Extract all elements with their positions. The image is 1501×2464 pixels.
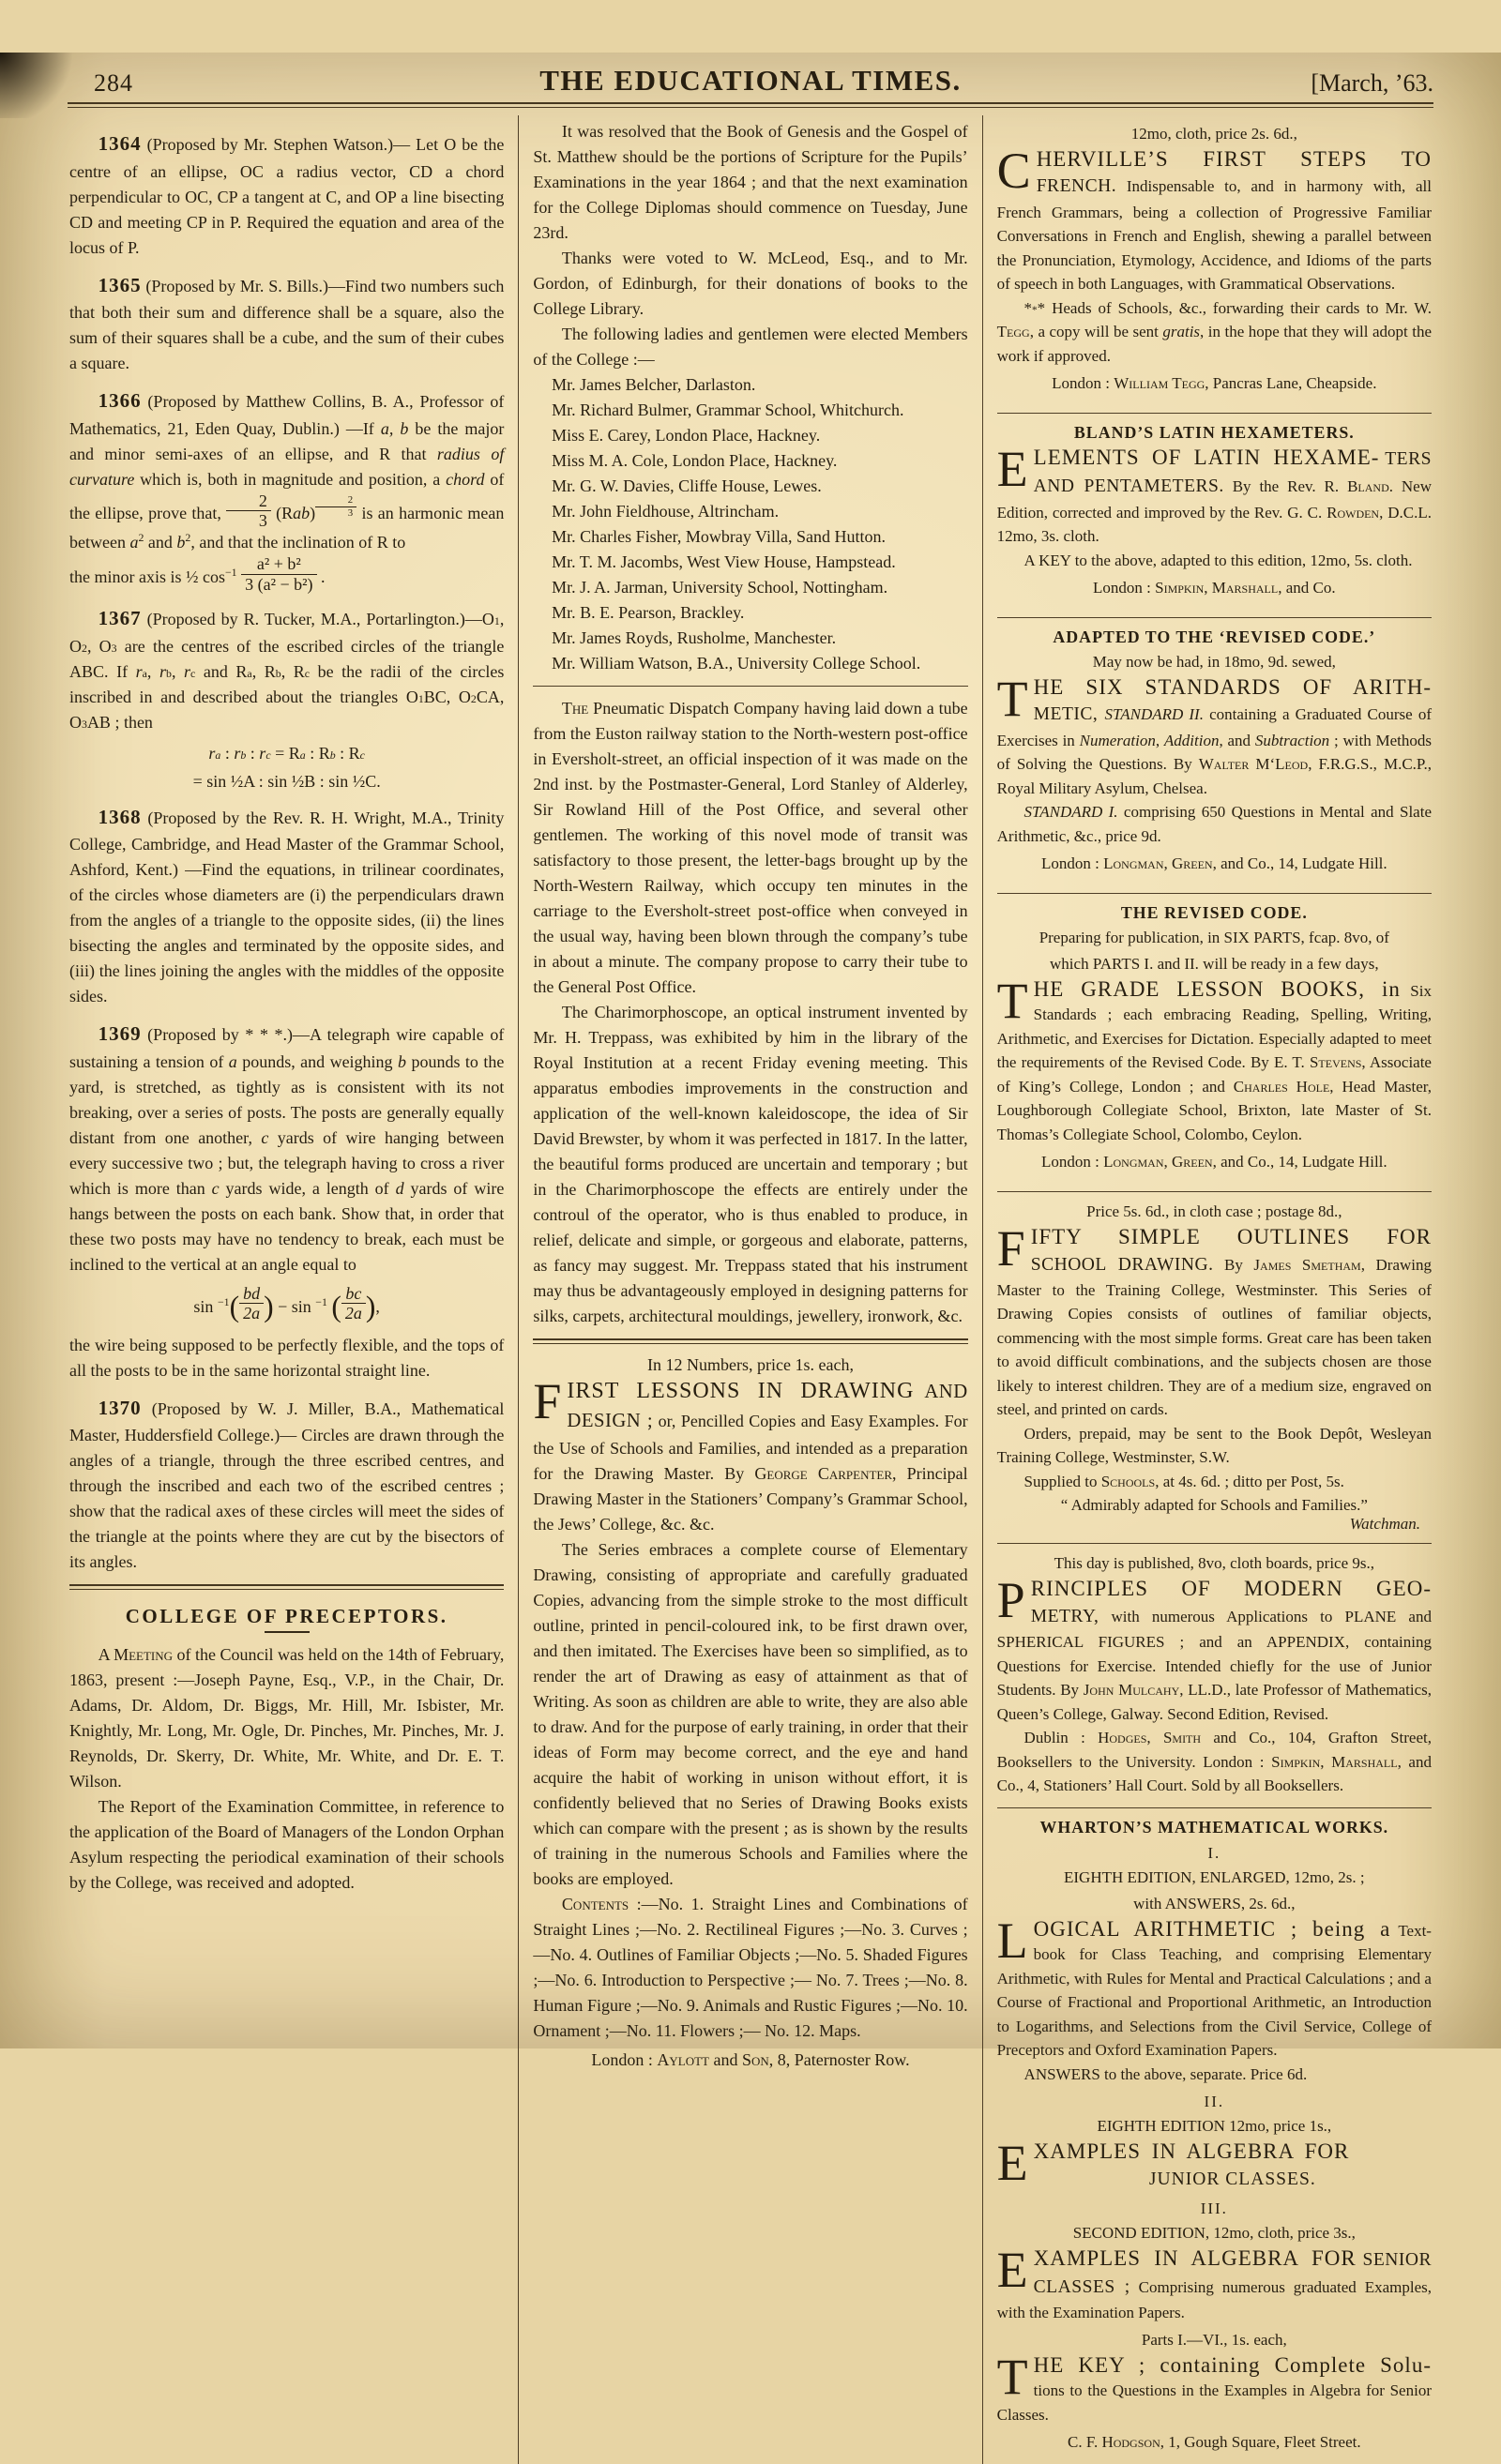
ad-price-line: This day is published, 8vo, cloth boards, price 9s., [1054,1554,1374,1573]
ad-lead [996,142,1432,296]
ad-whartons-mathematical-works [997,1818,1432,2462]
ad-headline: XAMPLES IN ALGEBRA FOR [1033,2139,1350,2163]
college-report-paragraph: The Report of the Examination Committee, in reference to the application of the Board of Managers of the London Orphan Asylum respecting the periodical examination of their schools by the College, was received and adopted. [69,1797,505,1893]
ad-imprint: London : Longman, Green, and Co., 14, Ludgate Hill. [1041,854,1387,873]
ad-body: Text-book for Class Teaching, and comprising Elementary Arithmetic, with Rules for Mental and Practical Calculations ; and a Course of Fractional and Proportional Arithmetic, an Introduction to Logarithms, and Selections from the Civil Service, College of Preceptors and Oxford Examination Papers. [996,1921,1432,2060]
drop-cap: E [996,2135,1028,2191]
ad-grade-lesson-books [997,903,1432,1182]
ad-headline: HE SIX STANDARDS OF ARITH- [1033,674,1432,699]
member-item: Mr. B. E. Pearson, Brackley. [552,603,745,622]
problem-number: 1366 [98,389,142,412]
ad-kicker: THE REVISED CODE. [1120,903,1308,923]
ad-pre-line: Parts I.—VI., 1s. each, [1141,2330,1287,2349]
problem-1369 [69,1020,504,1383]
entry-numeral: III. [1200,2199,1228,2217]
ad-review-source: Watchman. [1349,1515,1420,1534]
member-item: Mr. J. A. Jarman, University School, Nottingham. [552,578,888,597]
section-rule [997,1543,1432,1544]
newspaper-page [0,53,1501,2452]
column-3 [982,115,1433,2464]
drop-cap: E [996,441,1028,498]
member-item: Mr. John Fieldhouse, Altrincham. [552,502,780,521]
ad-pre-line: EIGHTH EDITION 12mo, price 1s., [1097,2117,1332,2136]
drop-cap: C [996,142,1031,199]
ad-kicker: WHARTON’S MATHEMATICAL WORKS. [1039,1817,1389,1837]
ad-lead [996,1572,1432,1726]
charimorphoscope-paragraph: The Charimorphoscope, an optical instrument invented by Mr. H. Treppass, was exhibited by him in the library of the Royal Institution at a recent Friday evening meeting. This apparatus embodies improvements in the construction and application of the well-known kaleidoscope, the idea of Sir David Brewster, by whom it was perfected in 1817. In the latter, the beautiful forms produced are uncertain and temporary ; but in the Charimorphoscope the effects are entirely under the controul of the operator, who is thus enabled to produce, in relief, delicate and simple, or gorgeous and elaborate, patterns, as fancy may suggest. Mr. Treppass stated that his instrument may thus be advantageously employed in designing patterns for silks, carpets, architectural mouldings, jewellery, ironwork, &c. [533,1003,968,1325]
elected-members-intro: The following ladies and gentlemen were elected Members of the College :— [533,325,968,369]
section-rule [997,893,1432,894]
problem-formula: sin $^{-1}$( $\frac{bd}{2a}$ ) − sin $^{-1}$ ( $\frac{bc}{2a}$ ), [193,1283,380,1323]
masthead [68,53,1433,98]
ad-lead [996,1220,1432,1422]
ad-body: The Series embraces a complete course of Elementary Drawing, consisting of appropriate and carefully graduated Copies, advancing from the simple stroke to the most difficult outline, printed in pencil-coloured ink, to be first drawn over, and then imitated. The Exercises have been so simplified, as to render the art of Drawing as easy of attainment as that of Writing. As soon as children are able to write, they are also able to draw. And for the purpose of early training, in order that their ideas of Form may become correct, and the eye and hand acquire the habit of working in unison without effort, it is confidently believed that no Series of Drawing Books exists which can compare with the present ; as is shown by the results of training in the numerous Schools and Families where the books are employed. [533,1540,968,1889]
college-meeting-paragraph: A Meeting of the Council was held on the 14th of February, 1863, present :—Joseph Payne, Esq., V.P., in the Chair, Dr. Adams, Dr. Aldom, Dr. Biggs, Mr. Hill, Mr. Isbister, Mr. Knightly, Mr. Long, Mr. Ogle, Dr. Pinches, Mr. Pinches, Mr. J. Reynolds, Dr. Skerry, Dr. White, Mr. White, and Dr. E. T. Wilson. [69,1645,505,1791]
ad-imprint: London : William Tegg, Pancras Lane, Cheapside. [1052,374,1377,393]
pneumatic-dispatch-paragraph: The Pneumatic Dispatch Company having laid down a tube from the Euston railway station to the North-western post-office in Eversholt-street, an official inspection of it was made on the 2nd inst. by the Postmaster-General, Lord Stanley of Alderley, Sir Rowland Hill of the Post Office, and several other gentlemen. The working of this novel mode of transit was satisfactory to those present, the letter-bags brought up by the North-Western Railway, which occupy ten minutes in the carriage to the Eversholt-street post-office when conveyed in the usual way, having been blown through the company’s tube in about a minute. The company propose to carry their tube to the General Post Office. [533,699,968,996]
ad-pre-line: which PARTS I. and II. will be ready in a few days, [1050,954,1379,973]
ad-price-line: Price 5s. 6d., in cloth case ; postage 8d., [1086,1202,1342,1221]
issue-date: [March, ’63. [1311,69,1433,97]
ad-headline: IRST LESSONS IN DRAWING [567,1379,915,1404]
member-item: Mr. G. W. Davies, Cliffe House, Lewes. [552,476,822,495]
ad-imprint: London : Aylott and Son, 8, Paternoster Row. [591,2050,910,2070]
ad-headline: HE GRADE LESSON BOOKS, in [1033,976,1401,1001]
ad-body: METRY, with numerous Applications to PLANE and SPHERICAL FIGURES ; and an APPENDIX, containing Questions for Exercise. Intended chiefly for the use of Junior Students. By John Mulcahy, LL.D., late Professor of Mathematics, Queen’s College, Galway. Second Edition, Revised. [996,1606,1432,1723]
masthead-rule [68,102,1433,108]
page-title: THE EDUCATIONAL TIMES. [539,64,962,97]
drop-cap: P [996,1572,1025,1629]
section-rule [997,617,1432,618]
ad-pre-line: Preparing for publication, in SIX PARTS, fcap. 8vo, of [1039,929,1389,947]
problem-text: (Proposed by * * *.)—A telegraph wire capable of sustaining a tension of a pounds, and weighing b pounds to the yard, is stretched, as tightly as is consistent with its not breaking, over a series of posts. The posts are generally equally distant from one another, c yards of wire hanging between every successive two ; but, the telegraph having to cross a river which is more than c yards wide, a length of d yards of wire hangs between the posts on each bank. Show that, in order that these two posts may have no tendency to break, each must be inclined to the vertical at an angle equal to [69,1025,505,1274]
problem-1370 [69,1394,504,1576]
ad-body: Supplied to Schools, at 4s. 6d. ; ditto per Post, 5s. [1023,1472,1344,1490]
member-item: Mr. William Watson, B.A., University College School. [552,654,921,673]
problem-number: 1365 [98,273,142,296]
ad-lead [996,670,1433,800]
member-item: Mr. Richard Bulmer, Grammar School, Whitchurch. [552,401,904,419]
thanks-paragraph: Thanks were voted to W. McLeod, Esq., and to Mr. Gordon, of Edinburgh, for their donations of books to the College Library. [533,249,968,318]
drop-cap: T [996,670,1028,727]
ad-body: tions to the Questions in the Examples in Algebra for Senior Classes. [996,2381,1432,2424]
ad-fifty-simple-outlines [997,1202,1432,1534]
ad-pre-line: EIGHTH EDITION, ENLARGED, 12mo, 2s. ; [1064,1867,1365,1886]
problem-text: (Proposed by the Rev. R. H. Wright, M.A., Trinity College, Cambridge, and Head Master of the Grammar School, Ashford, Kent.) —Find the equations, in trilinear coordinates, of the circles whose diameters are (i) the perpendiculars drawn from the angles of a triangle to the opposite sides, (ii) the lines bisecting the angles and terminated by the opposite sides, and (iii) the lines joining the angles with the middles of the opposite sides. [69,808,505,1006]
entry-numeral: I. [1207,1843,1221,1862]
ad-headline: XAMPLES IN ALGEBRA FOR [1033,2245,1357,2270]
ad-pre-line: SECOND EDITION, 12mo, cloth, price 3s., [1072,2223,1356,2242]
ad-price-line: May now be had, in 18mo, 9d. sewed, [1092,652,1336,671]
ad-body: A KEY to the above, adapted to this edition, 12mo, 5s. cloth. [1023,551,1413,569]
ad-body: Orders, prepaid, may be sent to the Book Depôt, Wesleyan Training College, Westminster, S.W. [996,1424,1432,1467]
ad-price-line: 12mo, cloth, price 2s. 6d., [1130,125,1297,143]
problem-1367 [69,604,504,793]
problem-number: 1370 [98,1396,142,1419]
ad-lead [996,2241,1432,2325]
drop-cap: F [996,1220,1025,1277]
section-rule [69,1584,504,1590]
ad-price-line: In 12 Numbers, price 1s. each, [647,1355,854,1374]
ad-imprint: C. F. Hodgson, 1, Gough Square, Fleet Street. [1068,2433,1361,2452]
ad-lead [996,1912,1432,2063]
ad-blands-latin-hexameters [997,423,1432,608]
heading-ornament [265,1631,310,1633]
ad-body: ANSWERS to the above, separate. Price 6d. [1023,2064,1308,2083]
problem-1364 [69,129,504,261]
ad-body: Six Standards ; each embracing Reading, Spelling, Writing, Arithmetic, and Exercises for Dictation. Especially adapted to meet the requirements of the Revised Code. By E. T. Stevens, Associate of King’s College, London ; and Charles Hole, Head Master, Loughborough Collegiate School, Brixton, late Master of St. Thomas’s Collegiate School, Colombo, Ceylon. [996,981,1432,1143]
ad-body: FRENCH. Indispensable to, and in harmony with, all French Grammars, being a collection of Progressive Familiar Conversations in French and English, shewing a parallel between the Pronunciation, Etymology, Accidence, and Idioms of the parts of speech in both Languages, with Grammatical Observations. [996,176,1432,294]
drop-cap: L [996,1912,1028,1969]
problem-number: 1364 [98,132,142,155]
ad-contents: Contents :—No. 1. Straight Lines and Combinations of Straight Lines ;—No. 2. Rectilineal Figures ;—No. 3. Curves ;—No. 4. Outlines of Familiar Objects ;—No. 5. Shaded Figures ;—No. 6. Introduction to Perspective ;— No. 7. Trees ;—No. 8. Human Figure ;—No. 9. Animals and Rustic Figures ;—No. 10. Ornament ;—No. 11. Flowers ;— No. 12. Maps. [533,1895,968,2041]
ad-body: STANDARD I. comprising 650 Questions in Mental and Slate Arithmetic, &c., price 9d. [996,803,1432,845]
entry-numeral: II. [1204,2093,1225,2111]
page-columns [0,115,1501,2464]
ad-headline: LEMENTS OF LATIN HEXAME- [1033,446,1380,470]
problem-number: 1368 [98,805,142,828]
problem-1368 [69,803,504,1010]
ad-lead [996,2348,1432,2427]
ad-imprint: London : Longman, Green, and Co., 14, Ludgate Hill. [1041,1153,1387,1172]
ad-publishers: Dublin : Hodges, Smith and Co., 104, Grafton Street, Booksellers to the University. London : Simpkin, Marshall, and Co., 4, Stationers’ Hall Court. Sold by all Booksellers. [996,1729,1432,1795]
ad-body: $*_**$ Heads of Schools, &c., forwarding their cards to Mr. W. Tegg, a copy will be sent gratis, in the hope that they will adopt the work if approved. [996,298,1432,365]
member-item: Mr. Charles Fisher, Mowbray Villa, Sand Hutton. [552,527,886,546]
page-number: 284 [94,69,133,97]
problem-text: the wire being supposed to be perfectly flexible, and the tops of all the posts to be in the same horizontal straight line. [69,1335,505,1380]
member-item: Mr. James Belcher, Darlaston. [552,375,756,394]
problem-formula: the minor axis is ½ $\cos^{-1}$ $\frac{\text{a² + b²}}{\text{3 (a² − b²)}}$ . [69,554,326,595]
ad-lead [996,972,1432,1147]
member-item: Miss M. A. Cole, London Place, Hackney. [552,451,838,470]
ad-chervilles-first-steps [997,124,1432,403]
member-item: Mr. T. M. Jacombs, West View House, Hampstead. [552,552,896,571]
ad-headline: HE KEY ; containing Complete Solu- [1033,2352,1432,2377]
ad-body: TERS AND PENTAMETERS. By the Rev. R. Bland. New Edition, corrected and improved by the Rev. G. C. Rowden, D.C.L. 12mo, 3s. cloth. [996,449,1432,546]
ad-body: AND DESIGN ; or, Pencilled Copies and Easy Examples. For the Use of Schools and Families, and intended as a preparation for the Drawing Master. By George Carpenter, Principal Drawing Master in the Stationers’ Company’s Grammar School, the Jews’ College, &c. &c. [533,1382,968,1534]
drop-cap: F [533,1373,562,1430]
ad-lead [533,1373,968,1537]
ad-kicker: BLAND’S LATIN HEXAMETERS. [1073,423,1355,443]
member-item: Miss E. Carey, London Place, Hackney. [552,426,821,445]
drop-cap: T [996,972,1028,1029]
ad-lead [996,2135,1432,2193]
ad-lead [996,441,1432,549]
college-of-preceptors-heading: COLLEGE OF PRECEPTORS. [125,1605,448,1628]
ad-subtitle: JUNIOR CLASSES. [1148,2169,1316,2189]
section-rule [997,413,1432,414]
drop-cap: T [996,2348,1028,2405]
problem-text: (Proposed by Mr. Stephen Watson.)— Let O be the centre of an ellipse, OC a radius vector, CD a chord perpendicular to OC, CP a tangent at C, and OP a line bisecting CD and meeting CP in P. Required the equation and area of the locus of P. [69,135,505,257]
ad-body: SCHOOL DRAWING. By James Smetham, Drawing Master to the Training College, Westminster. This Series of Drawing Copies consists of outlines of familiar objects, commencing with the most simple forms. Great care has been taken to avoid difficult combinations, and the subjects chosen are those likely to interest children. They are of a medium size, engraved on steel, and printed on cards. [996,1254,1432,1419]
drop-cap: E [996,2241,1028,2298]
section-rule [997,1807,1432,1808]
ad-first-lessons-in-drawing [533,1353,967,2081]
problem-formula: $r_a$ : $r_b$ : $r_c = R_a$ : $R_b$ : $R_c$ [208,743,365,763]
member-list [533,372,967,676]
problem-formula: = sin ½A : sin ½B : sin ½C. [192,772,381,792]
ad-kicker: ADAPTED TO THE ‘REVISED CODE.’ [1053,627,1376,646]
problem-text: (Proposed by R. Tucker, M.A., $Portarlington.)—O_1$, $O_2$, $O_3$ are the centres of the escribed circles of the triangle ABC. If $r_a$, $r_b$, $r_c$ and $R_a$, $R_b$, $R_c$ be the radii of the circles inscribed in and described about the triangles $O_1BC$, $O_2CA$, $O_3AB$ ; then [69,610,505,732]
ad-body: METIC, STANDARD II. containing a Graduated Course of Exercises in Numeration, Addition, and Subtraction ; with Methods of Solving the Questions. By Walter M‘Leod, F.R.G.S., M.C.P., Royal Military Asylum, Chelsea. [996,704,1433,797]
ad-pre-line: with ANSWERS, 2s. 6d., [1133,1894,1296,1912]
member-item: Mr. James Royds, Rusholme, Manchester. [552,628,837,647]
problem-number: 1369 [98,1022,142,1046]
resolution-paragraph: It was resolved that the Book of Genesis and the Gospel of St. Matthew should be the portions of Scripture for the Pupils’ Examinations in the year 1864 ; and that the next examination for the College Diplomas should commence on Tuesday, June 23rd. [533,122,968,242]
column-2 [518,115,981,2464]
ad-principles-of-modern-geometry [997,1553,1432,1797]
problem-text: (Proposed by W. J. Miller, B.A., Mathematical Master, Huddersfield College.)— Circles are drawn through the angles of a triangle, through the three escribed centres, and through the inscribed and each two of the escribed centres ; show that the radical axes of these circles will meet the sides of the triangle at the points where they are cut by the bisectors of its angles. [69,1398,505,1572]
problem-text: (Proposed by Matthew Collins, B. A., Professor of Mathematics, 21, Eden Quay, Dublin.) —If a, b be the major and minor semi-axes of an ellipse, and R that radius of curvature which is, both in magnitude and position, a chord of the ellipse, prove that, $\frac{2}{3}$ (Rab) $\frac{2}{3}$ is an harmonic mean between $a^2$ and $b^2$, and that the inclination of R to [69,392,505,552]
problem-text: (Proposed by Mr. S. Bills.)—Find two numbers such that both their sum and difference shall be a square, also the sum of their squares shall be a cube, and the sum of their cubes a square. [69,276,505,372]
ad-headline: IFTY SIMPLE OUTLINES FOR [1030,1225,1432,1249]
ad-review-quote: “ Admirably adapted for Schools and Families.” [1060,1496,1368,1515]
section-rule [533,686,967,687]
ad-headline: OGICAL ARITHMETIC ; being a [1033,1916,1391,1941]
problem-1365 [69,271,504,377]
ad-six-standards-of-arithmetic [997,627,1432,884]
ad-body: SENIOR CLASSES ; Comprising numerous graduated Examples, with the Examination Papers. [996,2249,1432,2322]
column-1 [68,115,518,2464]
section-rule [533,1338,967,1344]
problem-1366 [69,386,504,594]
problem-number: 1367 [98,607,142,630]
ad-headline: RINCIPLES OF MODERN GEO- [1030,1577,1432,1601]
ad-imprint: London : Simpkin, Marshall, and Co. [1093,579,1336,597]
section-rule [997,1191,1432,1192]
ad-headline: HERVILLE’S FIRST STEPS TO [1036,146,1432,171]
